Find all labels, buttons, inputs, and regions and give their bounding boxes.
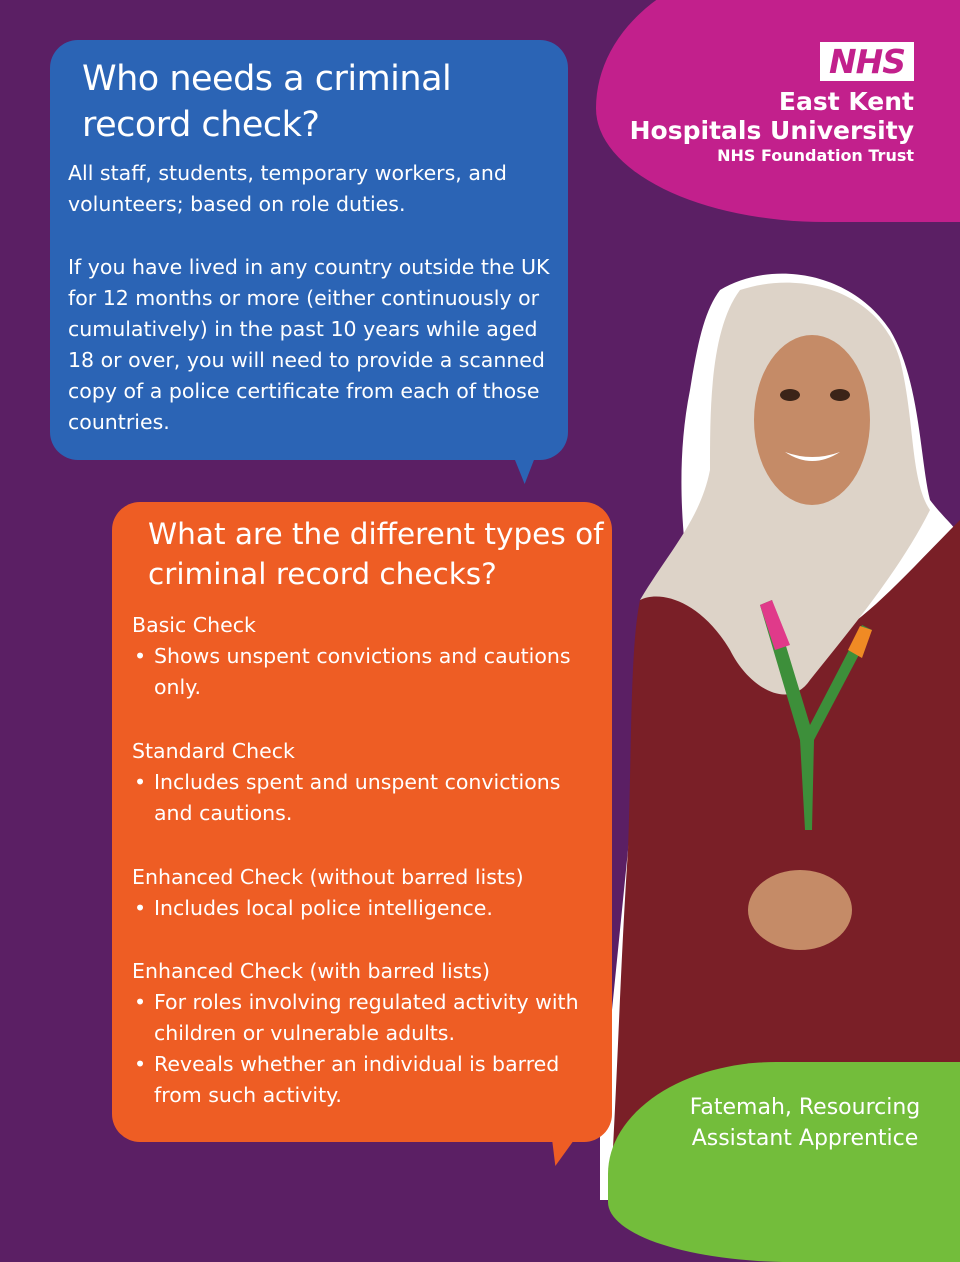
check-types-title: What are the different types of criminal record checks? [148,517,604,591]
nhs-trust-logo [630,42,914,167]
check-point: • Includes local police intelligence. [132,893,602,924]
trust-name-line2: Hospitals University [629,116,914,145]
check-item-enhanced-with-barred [132,956,602,1111]
check-point: • Reveals whether an individual is barred from such activity. [132,1049,602,1111]
check-name: Enhanced Check (with barred lists) [132,959,491,983]
trust-name-line3: NHS Foundation Trust [717,146,914,165]
who-needs-check-bubble [50,40,568,460]
check-point: • For roles involving regulated activity with children or vulnerable adults. [132,987,602,1049]
check-name: Standard Check [132,739,295,763]
check-item-standard [132,736,602,829]
check-point: • Shows unspent convictions and cautions only. [132,641,602,703]
photo-caption: Fatemah, Resourcing Assistant Apprentice [689,1095,921,1151]
who-needs-check-title: Who needs a criminal record check? [82,59,452,145]
check-types-bubble [112,502,612,1142]
person-photo [600,270,960,1200]
check-item-basic [132,610,602,703]
check-name: Enhanced Check (without barred lists) [132,865,524,889]
check-item-enhanced-without-barred [132,862,602,924]
trust-name-line1: East Kent [778,87,914,116]
check-name: Basic Check [132,613,256,637]
who-needs-check-paragraph-2: If you have lived in any country outside the UK for 12 months or more (either continuously or cumulatively) in the past 10 years while aged 18 or over, you will need to provide a scanned copy of a police certificate from each of those countries. [68,255,550,434]
check-point: • Includes spent and unspent convictions and cautions. [132,767,602,829]
blue-bubble-tail [503,446,540,484]
who-needs-check-paragraph-1: All staff, students, temporary workers, and volunteers; based on role duties. [68,161,507,216]
nhs-logo-box: NHS [820,42,914,81]
orange-bubble-tail [545,1128,582,1166]
